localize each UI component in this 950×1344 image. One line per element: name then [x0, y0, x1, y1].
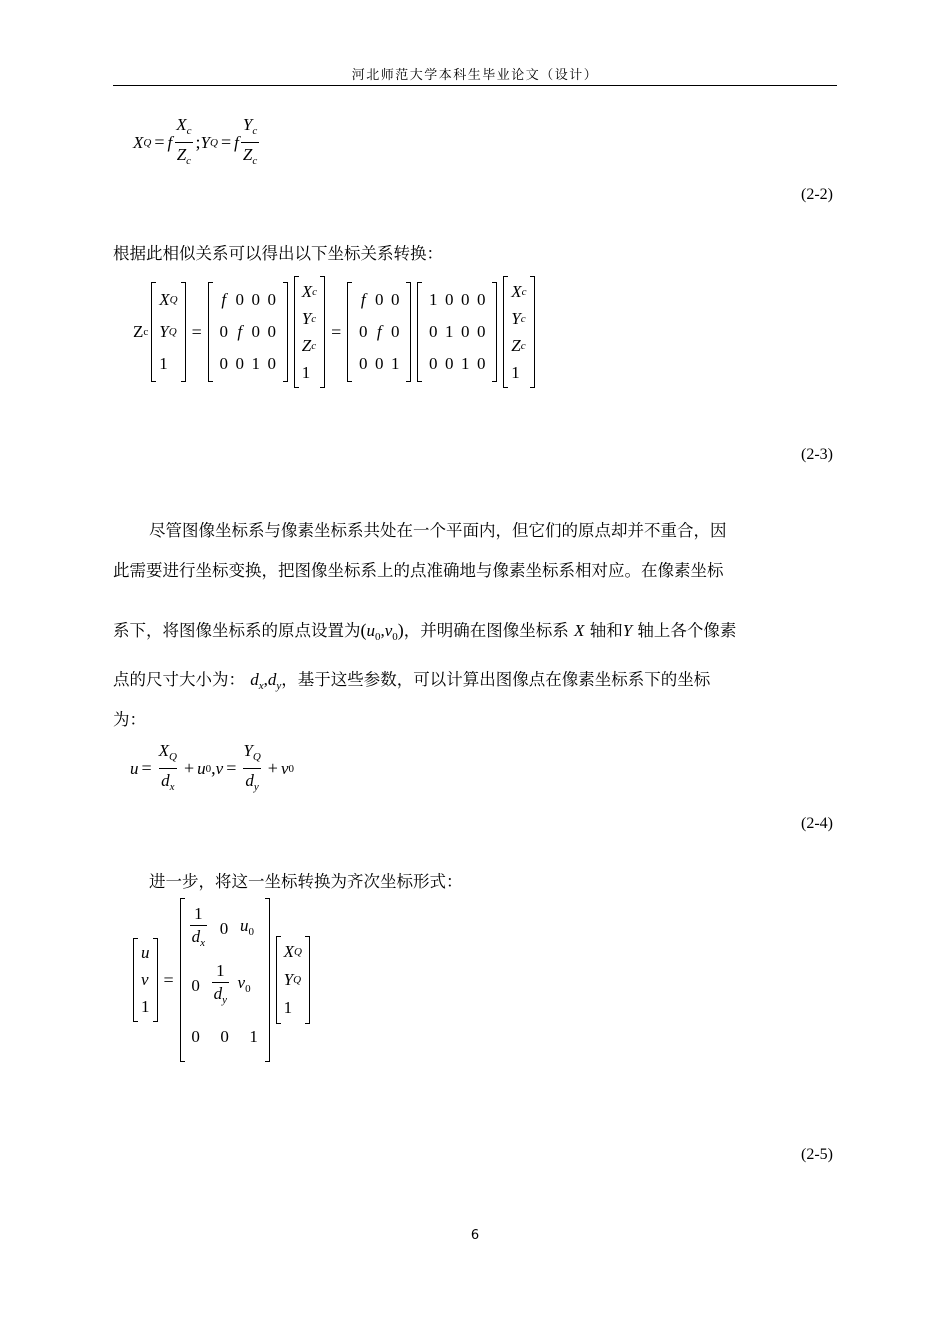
equation-number-2-3: (2-3): [801, 446, 833, 463]
equation-2-3: Z c X Q Y Q 1 = f 0 0 0 0 f 0 0 0 0 1 0 X c Y c Z c 1 = f 0 0 0 f 0 0 0 1 1 0 0 0 0 1 0 0 0 0 1 0 X c Y c Z c 1: [133, 276, 538, 388]
matrix-image-point: X Q Y Q 1: [151, 282, 185, 382]
page-number: 6: [470, 1228, 480, 1243]
equation-2-5: u v 1 = $\frac{1}{d_x}$ 0 $u_0$ 0 $\frac{1}{d_y}$ $v_0$ 0 0 1 X Q Y Q 1: [130, 898, 313, 1062]
symbol-x-axis: X: [574, 621, 585, 640]
equation-2-2: X Q = f $\frac{X_c}{Z_c}$ ; Y Q = f $\frac{Y_c}{Z_c}$: [133, 114, 261, 171]
matrix-intrinsic-3x3: f 0 0 0 f 0 0 0 1: [347, 282, 411, 382]
paragraph-2-line-4: 点的尺寸大小为： $d_x,d_y$，基于这些参数，可以计算出图像点在像素坐标系下的坐标: [113, 670, 711, 692]
paragraph-3: 进一步，将这一坐标转换为齐次坐标形式：: [149, 872, 463, 891]
equation-number-2-5: (2-5): [801, 1146, 833, 1163]
matrix-identity-3x4: 1 0 0 0 0 1 0 0 0 0 1 0: [417, 282, 497, 382]
paragraph-2-line-1: 尽管图像坐标系与像素坐标系共处在一个平面内，但它们的原点却并不重合，因: [149, 521, 727, 540]
matrix-camera-point-b: X c Y c Z c 1: [503, 276, 534, 388]
paragraph-1: 根据此相似关系可以得出以下坐标关系转换：: [113, 244, 443, 263]
matrix-pixel-point: u v 1: [133, 938, 158, 1022]
matrix-camera-point-a: X c Y c Z c 1: [294, 276, 325, 388]
paragraph-2-line-2: 此需要进行坐标变换，把图像坐标系上的点准确地与像素坐标系相对应。在像素坐标: [113, 561, 724, 580]
eq-2-3-lead-sub: c: [143, 326, 149, 338]
equation-2-4: u = $\frac{X_Q}{d_x}$ + u 0 , v = $\frac{Y_Q}{d_y}$ + v 0: [130, 740, 294, 797]
p2-line4-text-a: 点的尺寸大小为：: [113, 670, 245, 689]
paragraph-2-line-3: 系下，将图像坐标系的原点设置为$(u_0,v_0)$，并明确在图像坐标系 X 轴和Y 轴上各个像素: [113, 620, 737, 643]
page-header: 河北师范大学本科生毕业论文（设计）: [113, 64, 837, 86]
eq-2-3-lead: Z: [133, 322, 144, 341]
paragraph-2-line-5: 为：: [113, 710, 146, 729]
p2-line3-text-b: ，并明确在图像坐标系: [403, 621, 569, 640]
p2-line3-text-c: 轴和: [589, 621, 623, 640]
p2-line3-text-a: 系下，将图像坐标系的原点设置为: [113, 621, 361, 640]
p2-line4-text-b: ，基于这些参数，可以计算出图像点在像素坐标系下的坐标: [281, 670, 711, 689]
equation-number-2-4: (2-4): [801, 815, 833, 832]
p2-line3-text-d: 轴上各个像素: [637, 621, 737, 640]
equation-number-2-2: (2-2): [801, 186, 833, 203]
matrix-image-point-homogeneous: X Q Y Q 1: [276, 936, 310, 1024]
matrix-projection-3x4: f 0 0 0 0 f 0 0 0 0 1 0: [208, 282, 288, 382]
symbol-y-axis: Y: [622, 621, 633, 640]
matrix-pixel-transform: $\frac{1}{d_x}$ 0 $u_0$ 0 $\frac{1}{d_y}$ $v_0$ 0 0 1: [180, 898, 270, 1062]
